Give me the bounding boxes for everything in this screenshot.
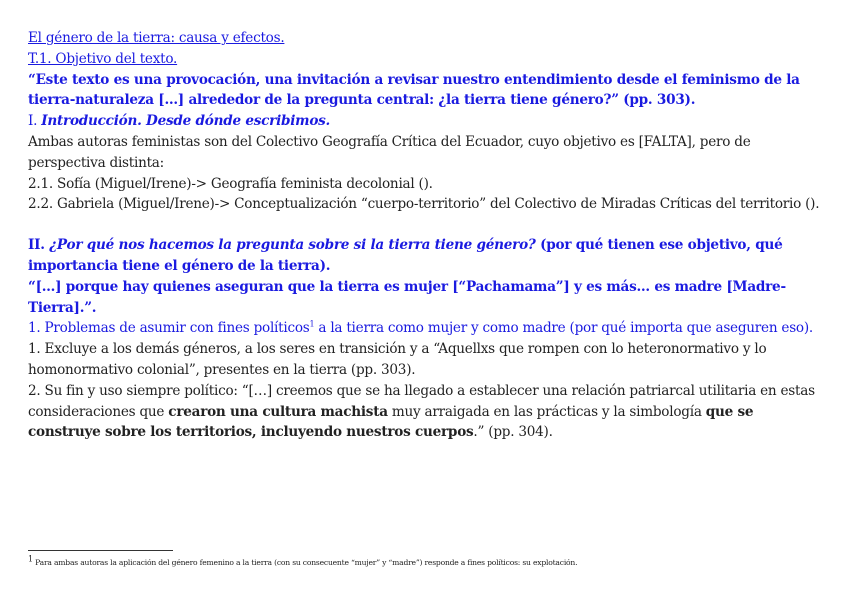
problems-heading: [28, 318, 828, 339]
point-1: 1. Excluye a los demás géneros, a los seres en transición y a “Aquellxs que rompen con lo heteronormativo y lo homonormativo colonial”, presentes en la tierra (pp. 303).: [28, 341, 767, 378]
document-body: [28, 28, 828, 443]
section-t1-heading: T.1. Objetivo del texto.: [28, 50, 178, 67]
section-2-heading: [28, 235, 828, 277]
problems-heading-end: a la tierra como mujer y como madre (por qué importa que aseguren eso).: [314, 320, 813, 337]
point-2-text-c: .” (pp. 304).: [473, 424, 553, 441]
point-2-bold-a: crearon una cultura machista: [168, 403, 388, 420]
footnote-separator: [28, 550, 173, 551]
section-2-number: II.: [28, 237, 50, 254]
section-1-heading: [28, 111, 828, 132]
problems-heading-start: 1. Problemas de asumir con fines políticos: [28, 320, 310, 337]
footnote-text: Para ambas autoras la aplicación del género femenino a la tierra (con su consecuente “mujer” y “madre”) responde a fines políticos: su explotación.: [32, 558, 578, 567]
quote-pachamama: “[…] porque hay quienes aseguran que la tierra es mujer [“Pachamama”] y es más… es madre [Madre-Tierra].”.: [28, 278, 786, 316]
section-2-subtitle: (por qué tienen ese objetivo, qué importancia tiene el género de la tierra).: [28, 237, 783, 274]
point-2: [28, 381, 828, 443]
point-2-bold-b: que se construye sobre los territorios, incluyendo nuestros cuerpos: [28, 403, 754, 441]
point-2-text-b: muy arraigada en las prácticas y la simbología: [387, 403, 706, 420]
list-item-2-1: 2.1. Sofía (Miguel/Irene)-> Geografía feminista decolonial ().: [28, 175, 433, 192]
section-1-number: I.: [28, 113, 42, 130]
paragraph-spacer: [28, 215, 828, 235]
section-1-title: Introducción. Desde dónde escribimos.: [41, 113, 331, 130]
point-2-text-a: 2. Su fin y uso siempre político: “[…] creemos que se ha llegado a establecer una relación patriarcal utilitaria en estas consideraciones que: [28, 382, 815, 420]
footnote: [28, 554, 828, 568]
list-item-2-2: 2.2. Gabriela (Miguel/Irene)-> Conceptualización “cuerpo-territorio” del Colectivo de Miradas Críticas del territorio ().: [28, 196, 820, 213]
document-title: El género de la tierra: causa y efectos.: [28, 30, 285, 46]
footnote-number: 1: [28, 554, 33, 564]
quote-objective: “Este texto es una provocación, una invitación a revisar nuestro entendimiento desde el feminismo de la tierra-naturaleza […] alrededor de la pregunta central: ¿la tierra tiene género?” (pp. 303).: [28, 71, 800, 109]
footnote-reference[interactable]: 1: [309, 319, 315, 329]
paragraph-authors: Ambas autoras feministas son del Colectivo Geografía Crítica del Ecuador, cuyo objetivo es [FALTA], pero de perspectiva distinta:: [28, 133, 751, 171]
section-2-title: ¿Por qué nos hacemos la pregunta sobre si la tierra tiene género?: [49, 237, 536, 254]
